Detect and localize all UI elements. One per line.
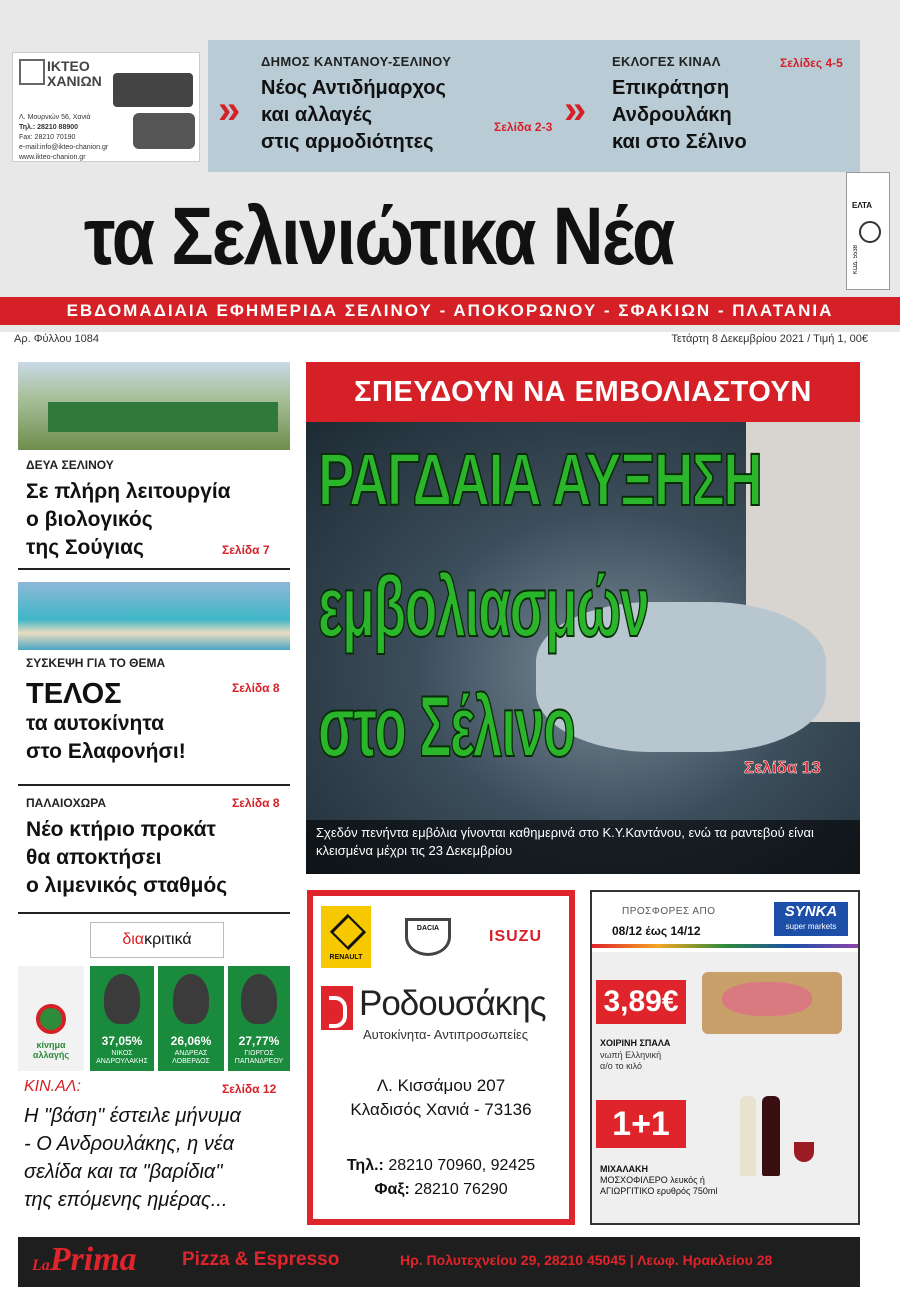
car-image-icon [133, 113, 195, 149]
divider-2 [18, 784, 290, 786]
cutting-board-shape [702, 972, 842, 1034]
laprima-logo: LaPrima [32, 1241, 137, 1278]
kinal-logo-text: κίνημα αλλαγής [32, 1040, 70, 1060]
candidate-2-photo [158, 966, 224, 1071]
main-headline-line-2[interactable]: εμβολιασμών [318, 559, 649, 655]
left-story-2-kicker: ΣΥΣΚΕΨΗ ΓΙΑ ΤΟ ΘΕΜΑ [26, 656, 166, 670]
kinal-page: Σελίδα 12 [222, 1082, 277, 1096]
renault-logo-icon: RENAULT [321, 906, 371, 968]
rodousakis-contact: Τηλ.: 28210 70960, 92425 Φαξ: 28210 76290 [346, 1157, 536, 1198]
kinal-logo-icon [36, 1004, 66, 1034]
ikteo-ad[interactable] [12, 52, 200, 162]
red-wine-bottle-icon [762, 1096, 780, 1176]
containers-shape [48, 402, 278, 432]
elta-code: ΚΩΔ. 5538 [853, 245, 859, 275]
rodousakis-address: Λ. Κισσάμου 207 Κλαδισός Χανιά - 73136 [350, 1076, 532, 1119]
candidate-2-name: ΑΝΔΡΕΑΣ ΛΟΒΕΡΔΟΣ [172, 1050, 210, 1065]
elafonisi-photo [18, 582, 290, 650]
elta-stamp [846, 172, 890, 290]
main-headline-line-3[interactable]: στο Σέλινο [318, 679, 575, 775]
elta-label: ΕΛΤΑ [852, 201, 873, 210]
price-tag-1: 3,89€ [596, 980, 686, 1024]
candidate-3-silhouette [241, 974, 277, 1024]
top-story-1-headline[interactable]: Νέος Αντιδήμαρχος και αλλαγές στις αρμοδιότητες [261, 77, 446, 153]
postal-seal-icon [859, 221, 881, 243]
laprima-address: Ηρ. Πολυτεχνείου 29, 28210 45045 | Λεωφ. Ηρακλείου 28 [400, 1252, 773, 1268]
ikteo-logo-icon [19, 59, 45, 85]
rodousakis-name: Ροδουσάκης [359, 984, 546, 1023]
rodousakis-logo-icon [321, 986, 353, 1030]
masthead-title: τα Σελινιώτικα Νέα [84, 191, 674, 282]
synka-dates: 08/12 έως 14/12 [612, 924, 701, 938]
isuzu-logo: ISUZU [489, 928, 542, 945]
diakritika-label: διακριτικά [90, 922, 224, 958]
item-1-desc: νωπή Ελληνική α/ο το κιλό [600, 1050, 662, 1071]
left-story-1-page: Σελίδα 7 [222, 543, 270, 557]
left-story-3-kicker: ΠΑΛΑΙΟΧΩΡΑ [26, 796, 107, 810]
renault-diamond [330, 914, 366, 950]
left-story-2-headline[interactable]: ΤΕΛΟΣ τα αυτοκίνητα στο Ελαφονήσι! [26, 678, 186, 763]
rodousakis-ad[interactable] [307, 890, 575, 1225]
divider-3 [18, 912, 290, 914]
top-story-1-page: Σελίδα 2-3 [494, 120, 553, 134]
kinal-kicker: ΚΙΝ.ΑΛ: [24, 1078, 81, 1095]
candidate-1-name: ΝΙΚΟΣ ΑΝΔΡΟΥΛΑΚΗΣ [96, 1050, 148, 1065]
main-story-page: Σελίδα 13 [744, 758, 821, 777]
chevron-right-icon-2: » [564, 88, 587, 132]
candidate-1-photo [90, 966, 154, 1071]
left-story-1-headline[interactable]: Σε πλήρη λειτουργία ο βιολογικός της Σούγιας [26, 480, 231, 559]
dacia-logo-icon: DACIA [405, 918, 451, 956]
top-story-1-kicker: ΔΗΜΟΣ ΚΑΝΤΑΝΟΥ-ΣΕΛΙΝΟΥ [261, 54, 452, 69]
rodousakis-r-shape [329, 996, 347, 1028]
top-story-2-page: Σελίδες 4-5 [780, 56, 843, 70]
left-story-3-page: Σελίδα 8 [232, 796, 280, 810]
divider [18, 568, 290, 570]
candidate-1-pct: 37,05% [101, 1034, 143, 1048]
top-story-2-headline[interactable]: Επικράτηση Ανδρουλάκη και στο Σέλινο [612, 77, 747, 153]
main-headline-line-1[interactable]: ΡΑΓΔΑΙΑ ΑΥΞΗΣΗ [318, 438, 762, 521]
issue-date-price: Τετάρτη 8 Δεκεμβρίου 2021 / Τιμή 1, 00€ [671, 333, 868, 345]
color-stripe [592, 944, 858, 948]
wine-glass-icon [794, 1142, 814, 1162]
issue-number: Αρ. Φύλλου 1084 [14, 333, 99, 345]
candidate-1-silhouette [104, 974, 140, 1024]
pork-meat-shape [722, 982, 812, 1016]
top-story-2-kicker: ΕΚΛΟΓΕΣ ΚΙΝΑΛ [612, 54, 721, 69]
laprima-tagline: Pizza & Espresso [182, 1249, 340, 1270]
left-story-1-kicker: ΔΕΥΑ ΣΕΛΙΝΟΥ [26, 458, 114, 472]
kinal-ballot-box [18, 966, 84, 1071]
left-story-3-headline[interactable]: Νέο κτήριο προκάτ θα αποκτήσει ο λιμενικός σταθμός [26, 818, 228, 897]
chevron-right-icon: » [218, 88, 241, 132]
kinal-headline[interactable]: Η "βάση" έστειλε μήνυμα - Ο Ανδρουλάκης, η νέα σελίδα και τα "βαρίδια" της επόμενης ημέρας... [24, 1105, 241, 1211]
left-story-2-page: Σελίδα 8 [232, 681, 280, 695]
main-story-caption: Σχεδόν πενήντα εμβόλια γίνονται καθημερινά στο Κ.Υ.Καντάνου, ενώ τα ραντεβού είναι κλεισμένα μέχρι τις 23 Δεκεμβρίου [306, 820, 860, 874]
ikteo-contact: Λ. Μουρνιών 56, Χανιά Τηλ.: 28210 88900 Fax: 28210 70190 e-mail:info@ikteo-chanion.gr www.ikteo-chanion.gr [19, 114, 109, 161]
synka-offers-label: ΠΡΟΣΦΟΡΕΣ ΑΠΟ [622, 906, 716, 917]
synka-ad[interactable] [590, 890, 860, 1225]
ikteo-title: ΙΚΤΕΟ ΧΑΝΙΩΝ [47, 58, 102, 89]
candidate-3-photo [228, 966, 290, 1071]
item-2-desc: ΜΙΧΑΛΑΚΗ ΜΟΣΧΟΦΙΛΕΡΟ λευκός ή ΑΓΙΩΡΓΙΤΙΚΟ ερυθρός 750ml [600, 1164, 718, 1196]
laprima-ad[interactable] [18, 1237, 860, 1287]
price-tag-2: 1+1 [596, 1100, 686, 1148]
candidate-3-name: ΓΙΩΡΓΟΣ ΠΑΠΑΝΔΡΕΟΥ [234, 1050, 284, 1065]
item-1-name: ΧΟΙΡΙΝΗ ΣΠΑΛΑ [600, 1038, 671, 1048]
synka-logo: SYNKA super markets [774, 902, 848, 936]
candidate-2-pct: 26,06% [170, 1034, 212, 1048]
main-story-banner: ΣΠΕΥΔΟΥΝ ΝΑ ΕΜΒΟΛΙΑΣΤΟΥΝ [306, 362, 860, 422]
masthead-subtitle: ΕΒΔΟΜΑΔΙΑΙΑ ΕΦΗΜΕΡΙΔΑ ΣΕΛΙΝΟΥ - ΑΠΟΚΟΡΩΝΟΥ - ΣΦΑΚΙΩΝ - ΠΛΑΤΑΝΙΑ [0, 297, 900, 325]
treatment-plant-photo [18, 362, 290, 450]
candidate-3-pct: 27,77% [238, 1034, 280, 1048]
bus-image-icon [113, 73, 193, 107]
white-wine-bottle-icon [740, 1096, 756, 1176]
candidate-2-silhouette [173, 974, 209, 1024]
rodousakis-tagline: Αυτοκίνητα- Αντιπροσωπείες [363, 1027, 529, 1042]
